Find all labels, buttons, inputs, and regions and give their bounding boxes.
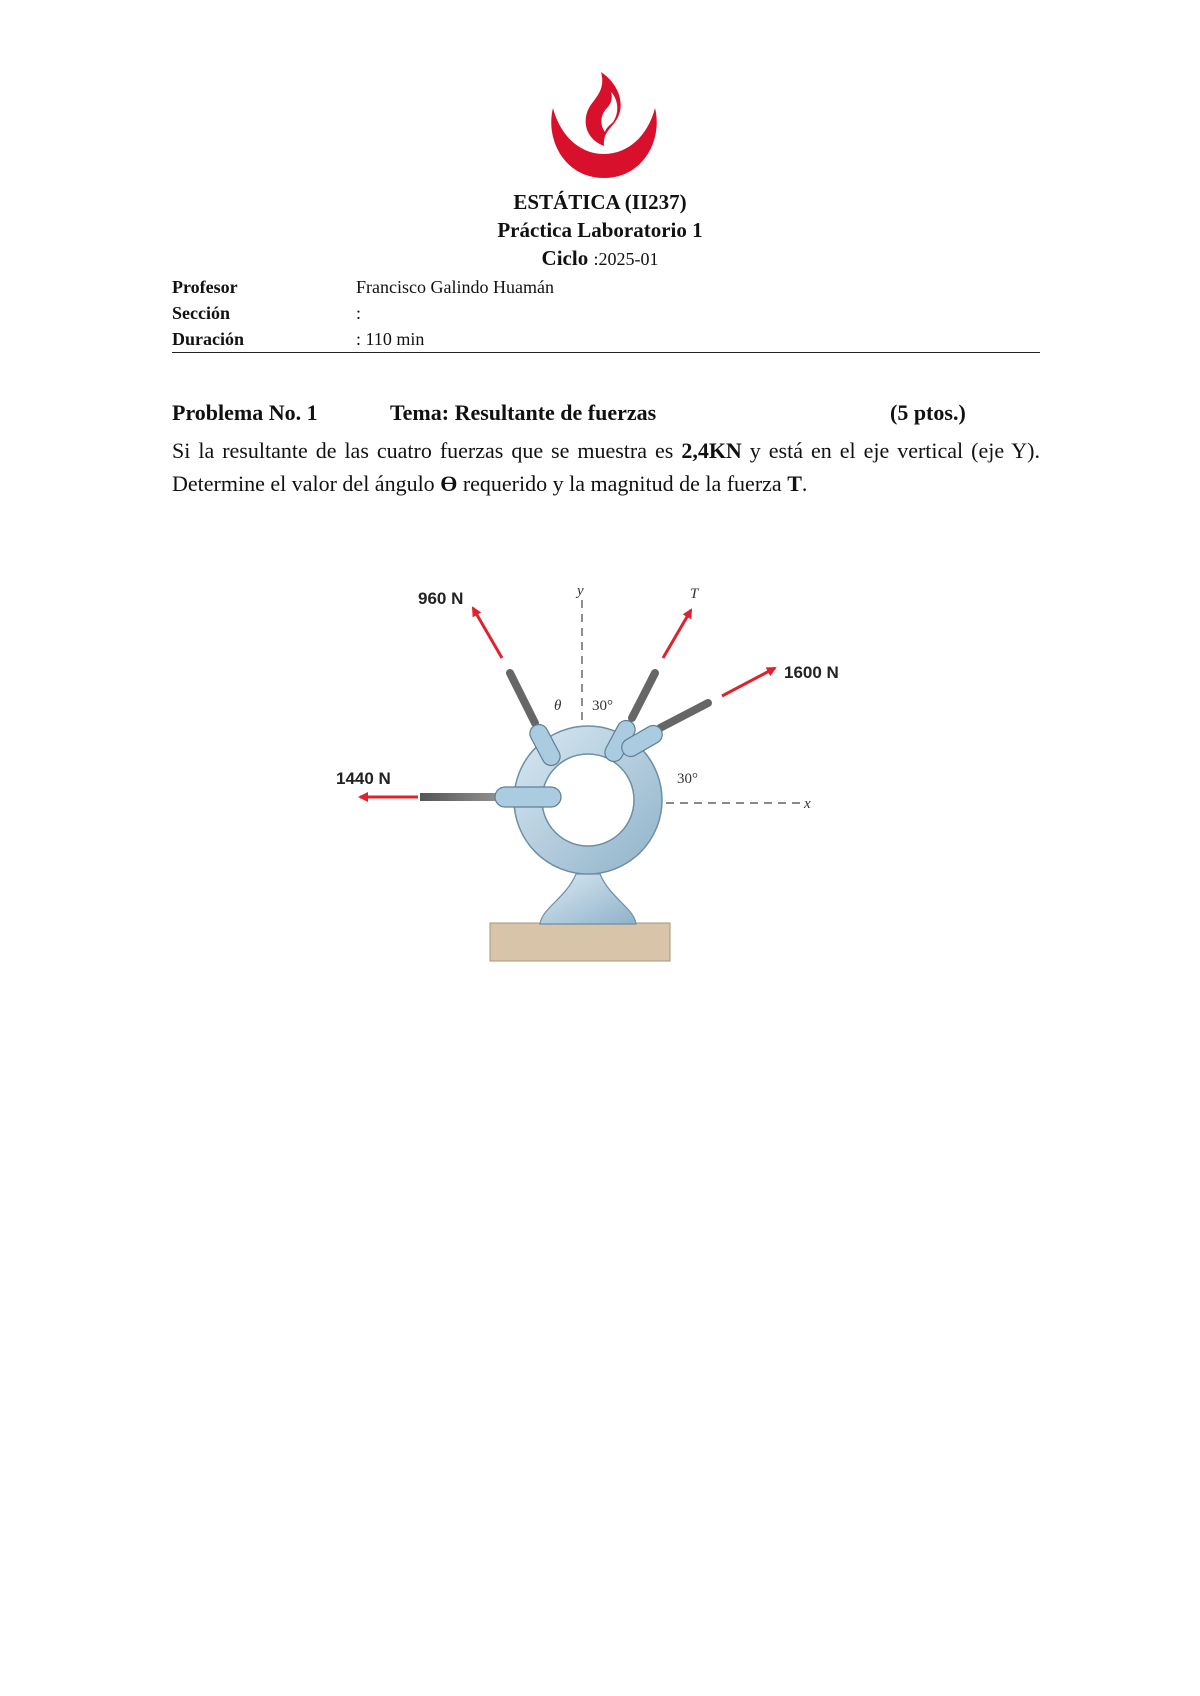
info-value: Francisco Galindo Huamán (356, 276, 554, 297)
theta-symbol: Ɵ (440, 471, 458, 496)
info-table (172, 274, 1042, 352)
cycle-line (0, 244, 1200, 273)
statement-text: requerido y la magnitud de la fuerza (457, 471, 788, 496)
force-label-1600: 1600 N (784, 663, 839, 682)
forces-diagram (330, 578, 890, 963)
arrow-t (663, 610, 691, 658)
arrow-1600 (722, 668, 775, 696)
info-row-section (172, 300, 1042, 326)
info-row-duration (172, 326, 1042, 352)
info-value: : 110 min (356, 328, 425, 349)
force-label-t: T (690, 586, 699, 602)
statement-text: . (801, 471, 808, 496)
header-divider (172, 352, 1040, 353)
university-logo (545, 70, 663, 182)
info-label: Duración (172, 328, 244, 349)
y-axis-label: y (577, 583, 584, 599)
statement-text: y está en el eje vertical (eje Y). Determine el valor del ángulo (172, 438, 1040, 496)
info-label: Profesor (172, 276, 238, 297)
cable-t (632, 673, 655, 718)
problem-points: (5 ptos.) (890, 400, 966, 425)
lab-title: Práctica Laboratorio 1 (497, 218, 703, 242)
angle-theta-label: θ (554, 698, 562, 714)
pedestal (540, 874, 636, 924)
ground-block (490, 923, 670, 961)
document-header (0, 188, 1200, 273)
info-label: Sección (172, 302, 230, 323)
cable-960 (510, 673, 535, 723)
problem-heading (172, 400, 1042, 432)
x-axis-label: x (804, 796, 811, 812)
angle-30-right-label: 30° (677, 771, 698, 787)
course-title: ESTÁTICA (II237) (513, 190, 687, 214)
cable-1600 (660, 703, 708, 728)
arrow-960 (473, 608, 502, 658)
force-label-960: 960 N (418, 589, 464, 608)
statement-text: Si la resultante de las cuatro fuerzas que se muestra es (172, 438, 682, 463)
problem-topic: Tema: Resultante de fuerzas (390, 400, 657, 425)
angle-30-top-label: 30° (592, 698, 613, 714)
cycle-value: :2025-01 (593, 249, 659, 269)
resultant-value: 2,4KN (681, 438, 742, 463)
info-value: : (356, 302, 362, 323)
problem-statement (172, 434, 1040, 500)
force-label-1440: 1440 N (336, 769, 391, 788)
info-row-professor (172, 274, 1042, 300)
t-symbol: T (787, 471, 802, 496)
cycle-label: Ciclo (541, 246, 589, 270)
problem-number: Problema No. 1 (172, 400, 318, 425)
clamp-1440 (495, 787, 561, 807)
